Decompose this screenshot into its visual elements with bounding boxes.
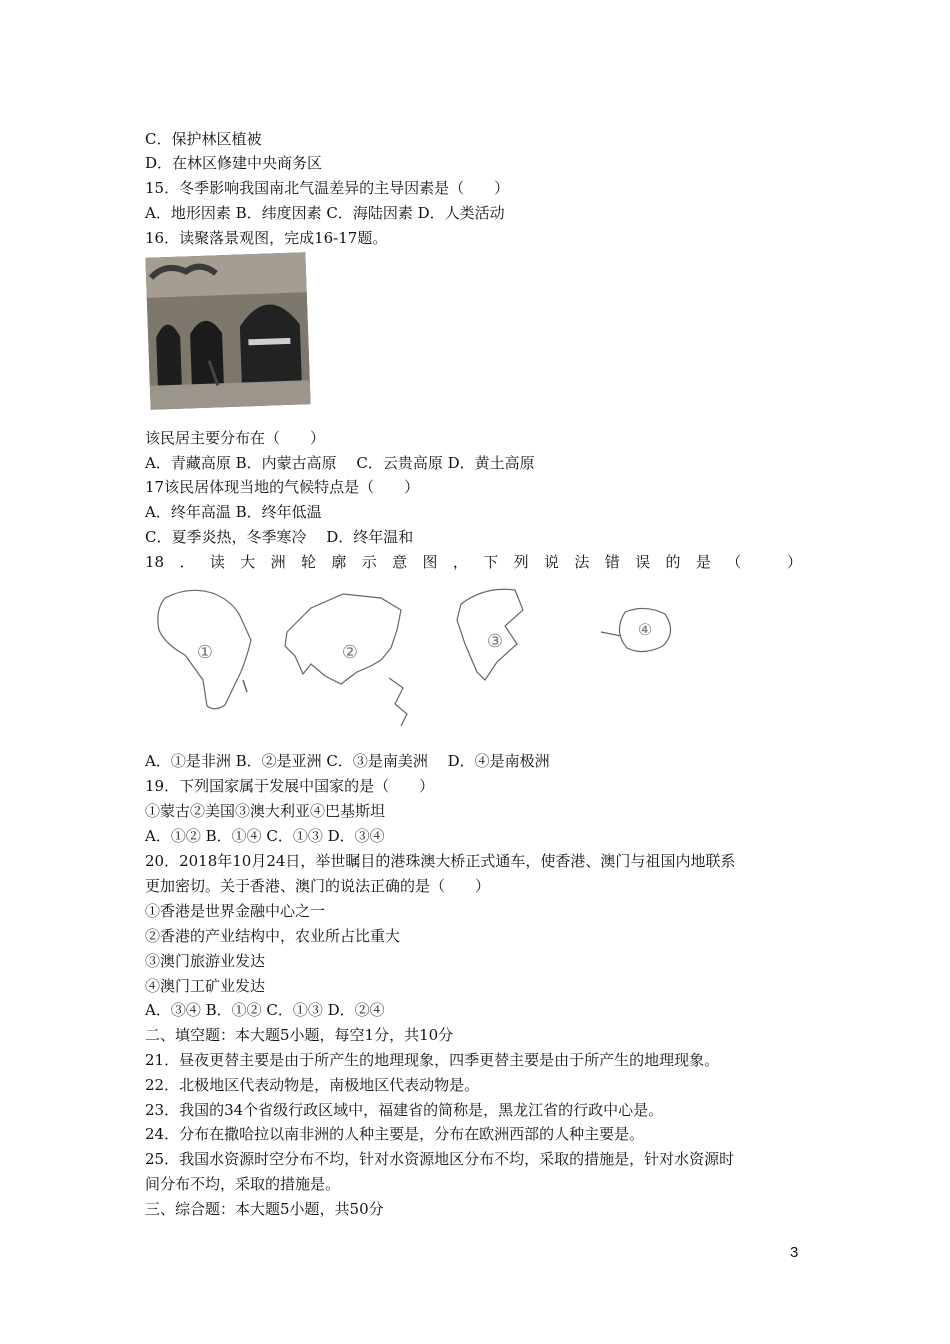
continent-1-label: ①: [196, 642, 214, 663]
question-25-line1: 25．我国水资源时空分布不均，针对水资源地区分布不均，采取的措施是，针对水资源时: [145, 1150, 735, 1168]
question-22: 22．北极地区代表动物是，南极地区代表动物是。: [145, 1076, 480, 1094]
question-18-options: A．①是非洲 B．②是亚洲 C．③是南美洲 D．④是南极洲: [145, 752, 550, 770]
question-17-options-cd: C．夏季炎热，冬季寒冷 D．终年温和: [145, 528, 414, 546]
question-20-line1: 20．2018年10月24日，举世瞩目的港珠澳大桥正式通车，使香港、澳门与祖国内地联系: [145, 852, 736, 870]
question-20-item-2: ②香港的产业结构中，农业所占比重大: [145, 927, 401, 945]
question-20-item-3: ③澳门旅游业发达: [145, 952, 266, 970]
question-16-options: A．青藏高原 B．内蒙古高原 C．云贵高原 D．黄土高原: [145, 454, 535, 472]
continent-2-label: ②: [341, 642, 359, 663]
line-c: C．保护林区植被: [145, 130, 262, 148]
section-2-heading: 二、填空题：本大题5小题，每空1分，共10分: [145, 1026, 454, 1044]
continent-outlines: [145, 580, 685, 730]
question-20-item-1: ①香港是世界金融中心之一: [145, 902, 326, 920]
question-20-item-4: ④澳门工矿业发达: [145, 977, 266, 995]
question-25-line2: 间分布不均，采取的措施是。: [145, 1175, 341, 1193]
settlement-photo: [145, 252, 310, 409]
question-17-options-ab: A．终年高温 B．终年低温: [145, 503, 322, 521]
question-19: 19．下列国家属于发展中国家的是（ ）: [145, 777, 435, 795]
question-19-options: A．①② B．①④ C．①③ D．③④: [145, 827, 385, 845]
question-20-options: A．③④ B．①② C．①③ D．②④: [145, 1001, 385, 1019]
question-19-items: ①蒙古②美国③澳大利亚④巴基斯坦: [145, 802, 386, 820]
continent-4-label: ④: [637, 620, 653, 639]
question-18: 18 ． 读 大 洲 轮 廓 示 意 图 ， 下 列 说 法 错 误 的 是 （ ）: [145, 553, 802, 571]
question-21: 21．昼夜更替主要是由于所产生的地理现象，四季更替主要是由于所产生的地理现象。: [145, 1051, 720, 1069]
question-16: 16．读聚落景观图，完成16-17题。: [145, 229, 388, 247]
question-15-options: A．地形因素 B．纬度因素 C．海陆因素 D．人类活动: [145, 204, 505, 222]
question-23: 23．我国的34个省级行政区域中，福建省的简称是，黑龙江省的行政中心是。: [145, 1101, 664, 1119]
question-24: 24．分布在撒哈拉以南非洲的人种主要是，分布在欧洲西部的人种主要是。: [145, 1125, 645, 1143]
continent-2-outline: [285, 594, 401, 684]
question-16-text: 该民居主要分布在（ ）: [145, 429, 326, 447]
section-3-heading: 三、综合题：本大题5小题，共50分: [145, 1200, 384, 1218]
continent-3-label: ③: [486, 631, 504, 652]
question-20-line2: 更加密切。关于香港、澳门的说法正确的是（ ）: [145, 877, 491, 895]
line-d: D．在林区修建中央商务区: [145, 154, 323, 172]
page-number: 3: [790, 1244, 799, 1261]
question-15: 15．冬季影响我国南北气温差异的主导因素是（ ）: [145, 179, 510, 197]
question-17: 17该民居体现当地的气候特点是（ ）: [145, 478, 420, 496]
